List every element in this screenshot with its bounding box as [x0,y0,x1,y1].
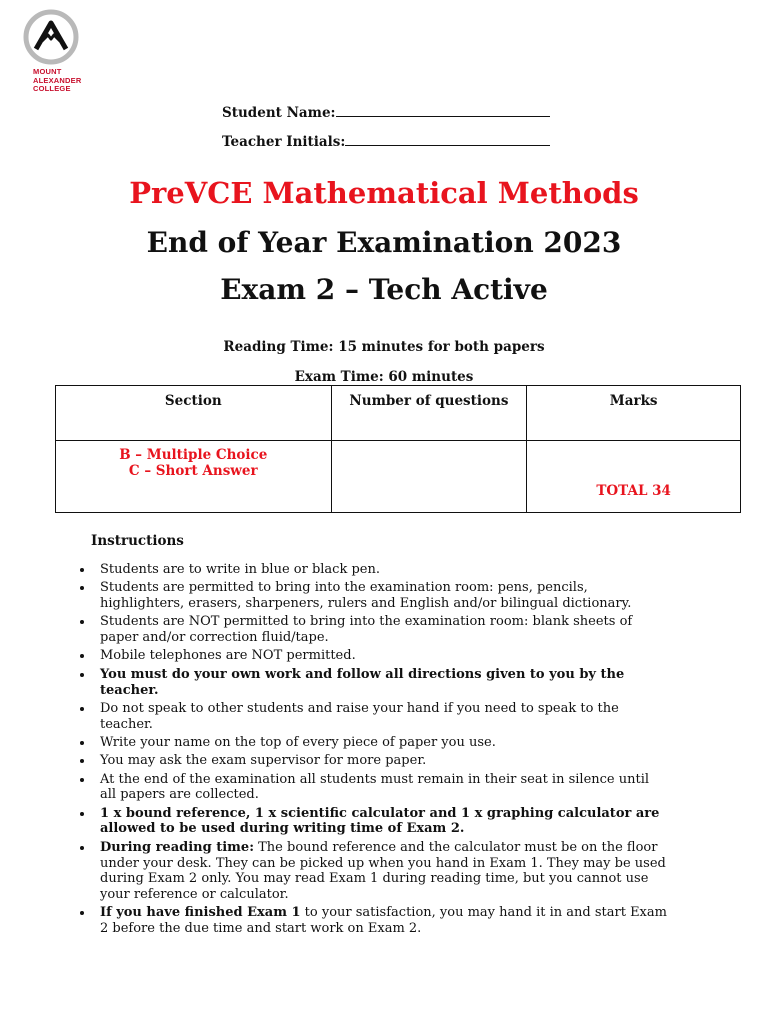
sections-table [55,385,741,513]
marks-cell [527,441,741,513]
instruction-text: Students are permitted to bring into the examination room: pens, pencils, highlighters, erasers, sharpeners, rulers and English and/or bilingual dictionary. [100,580,632,612]
list-item [100,648,668,664]
instruction-text: The bound reference and the calculator must be on the floor under your desk. They can be picked up when you hand in Exam 1. They may be used during Exam 2 only. You may read Exam 1 during reading time, but you cannot use your reference or calculator. [100,839,666,903]
instruction-bold: If you have finished Exam 1 [100,905,301,921]
column-header: Number of questions [331,386,527,441]
list-item [100,806,668,838]
instruction-text: Mobile telephones are NOT permitted. [100,648,356,664]
section-item: B – Multiple Choice [119,447,268,463]
instruction-text: You may ask the exam supervisor for more paper. [100,753,427,769]
column-header: Section [56,386,332,441]
student-name-label: Student Name: [222,105,336,121]
list-item [100,614,668,646]
list-item [100,840,668,903]
mountain-a-logo-icon [22,8,80,66]
teacher-initials-line[interactable] [345,133,550,146]
list-item [100,562,668,578]
instruction-text: Students are NOT permitted to bring into the examination room: blank sheets of paper and/or correction fluid/tape. [100,614,633,646]
list-item [100,753,668,769]
list-item [100,667,668,699]
instructions-heading: Instructions [91,533,184,549]
instructions-list [100,562,668,940]
questions-cell [331,441,527,513]
college-logo [22,8,82,94]
instruction-bold: You must do your own work and follow all directions given to you by the teacher. [100,666,625,698]
exam-time: Exam Time: 60 minutes [294,369,474,385]
instruction-text: to your satisfaction, you may hand it in and start Exam 2 before the due time and start work on Exam 2. [100,905,667,937]
teacher-initials-label: Teacher Initials: [222,134,346,150]
section-cell [56,441,332,513]
list-item [100,701,668,733]
reading-time: Reading Time: 15 minutes for both papers [223,339,545,355]
table-row [56,441,741,513]
column-header: Marks [527,386,741,441]
total-marks: TOTAL 34 [596,483,671,499]
list-item [100,735,668,751]
teacher-initials-field[interactable] [222,133,550,150]
logo-line: MOUNT [33,67,62,76]
table-header-row [56,386,741,441]
student-name-line[interactable] [336,104,550,117]
section-item: C – Short Answer [128,463,258,479]
logo-line: ALEXANDER [33,75,82,85]
paper-title: Exam 2 – Tech Active [220,273,548,306]
list-item [100,905,668,937]
instruction-text: Write your name on the top of every piece of paper you use. [100,734,496,750]
instruction-text: Do not speak to other students and raise your hand if you need to speak to the teacher. [100,700,619,732]
logo-line: COLLEGE [33,84,71,93]
subject-title: PreVCE Mathematical Methods [129,176,639,210]
instruction-text: Students are to write in blue or black pen. [100,562,380,577]
list-item [100,580,668,612]
list-item [100,772,668,804]
instruction-text: At the end of the examination all students must remain in their seat in silence until all papers are collected. [100,771,650,803]
exam-title: End of Year Examination 2023 [146,226,622,259]
instruction-bold: During reading time: [100,839,254,855]
instruction-bold: 1 x bound reference, 1 x scientific calculator and 1 x graphing calculator are allowed to be used during writing time of Exam 2. [100,805,660,837]
student-name-field[interactable] [222,104,550,121]
